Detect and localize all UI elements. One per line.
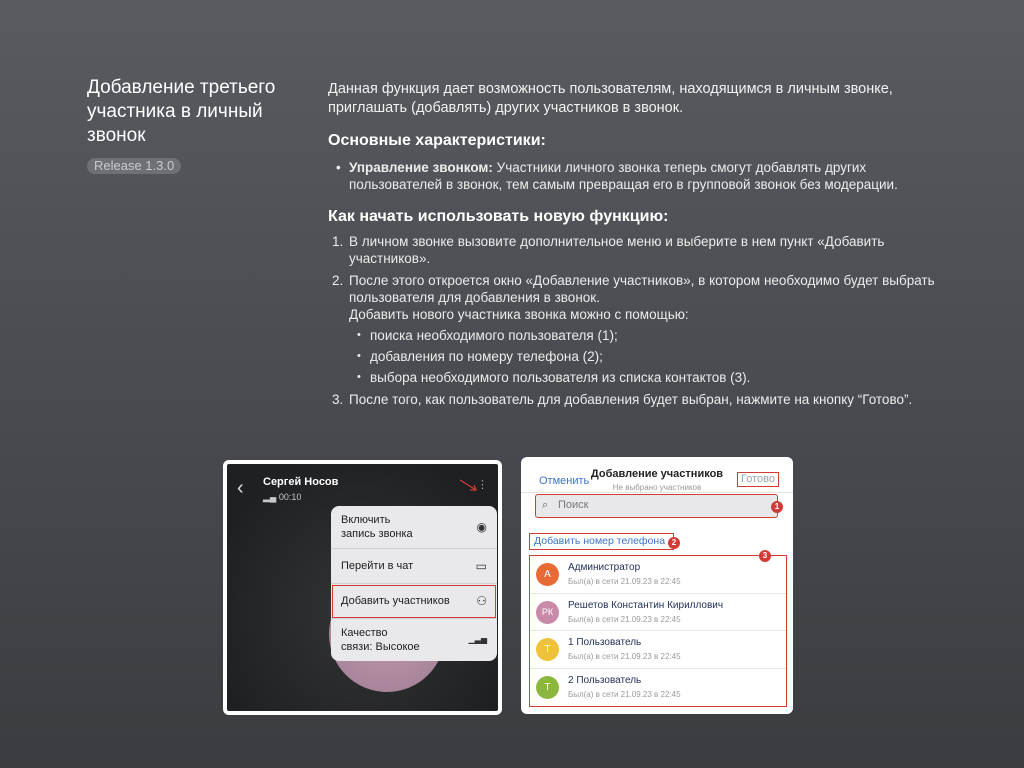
add-title: Добавление участников: [590, 468, 724, 480]
signal-icon: ▂▄: [263, 492, 277, 502]
page-title: Добавление третьего участника в личный звонок: [87, 77, 276, 146]
list-item: • поиска необходимого пользователя (1);: [349, 327, 948, 344]
avatar: А: [536, 563, 559, 586]
cancel-button[interactable]: Отменить: [539, 475, 590, 487]
step-text: После этого откроется окно «Добавление участников», в котором необходимо будет выбрать пользователя для добавления в звонок.: [349, 273, 935, 305]
contact-status: Был(а) в сети 21.09.23 в 22:45: [568, 577, 681, 586]
search-input[interactable]: [535, 494, 778, 518]
done-button[interactable]: Готово: [737, 472, 779, 487]
add-phone-button[interactable]: Добавить номер телефона: [529, 533, 674, 550]
list-item: [336, 159, 948, 193]
call-duration: [263, 492, 301, 503]
step-1: [328, 233, 948, 267]
contact-name: Администратор: [568, 562, 641, 573]
avatar: Т: [536, 638, 559, 661]
add-user-icon: ⚇: [476, 594, 487, 608]
contact-name: 2 Пользователь: [568, 674, 642, 686]
list-item: • выбора необходимого пользователя из списка контактов (3).: [349, 369, 948, 386]
call-timer: 00:10: [278, 492, 302, 502]
steps-list: [328, 233, 948, 408]
contact-name: 1 Пользователь: [568, 637, 642, 648]
menu-item-label: Перейти в чат: [341, 560, 414, 572]
list-item[interactable]: [530, 631, 786, 669]
step-extra: Добавить нового участника звонка можно с помощью:: [349, 307, 689, 322]
contact-status: Был(а) в сети 21.09.23 в 22:45: [568, 689, 681, 699]
avatar: Т: [536, 676, 559, 699]
list-item: • добавления по номеру телефона (2);: [349, 348, 948, 365]
howto-heading: Как начать использовать новую функцию:: [328, 208, 669, 225]
contact-status: Был(а) в сети 21.09.23 в 22:45: [568, 614, 681, 624]
menu-item-record[interactable]: [331, 506, 497, 549]
list-item[interactable]: [530, 669, 786, 707]
menu-item-label: Добавить участников: [341, 595, 450, 607]
chat-icon: ▭: [475, 559, 487, 573]
step-number: 3.: [332, 392, 344, 407]
menu-item-label: Качество связи: Высокое: [341, 627, 420, 653]
step-3: [328, 391, 948, 408]
feature-text: Участники личного звонка теперь смогут добавлять других пользователей в звонок, тем самым превращая его в групповой звонок без модерации.: [349, 160, 898, 192]
callout-badge-2: 2: [668, 537, 680, 549]
step-number: 1.: [332, 234, 344, 249]
list-item[interactable]: [530, 556, 786, 594]
list-item[interactable]: [530, 594, 786, 632]
add-subtitle: Не выбрано участников: [612, 483, 702, 492]
release-badge: Release 1.3.0: [87, 158, 181, 174]
menu-item-quality[interactable]: [331, 619, 497, 661]
chevron-left-icon[interactable]: ‹: [237, 477, 244, 499]
feature-bold: Управление звонком:: [349, 160, 493, 175]
add-participants-screenshot: [521, 457, 793, 714]
add-header: [521, 457, 793, 493]
callout-badge-3: 3: [759, 550, 771, 562]
step-number: 2.: [332, 273, 344, 288]
menu-item-label: Включить запись звонка: [341, 514, 413, 540]
contact-status: Был(а) в сети 21.09.23 в 22:45: [568, 652, 681, 661]
search-icon: ⌕: [542, 499, 549, 511]
avatar: РК: [536, 601, 559, 624]
menu-item-add-participants[interactable]: [331, 584, 497, 619]
call-contact-name: Сергей Носов: [263, 476, 339, 488]
features-heading: Основные характеристики:: [328, 132, 546, 149]
call-screenshot: [223, 460, 502, 715]
record-icon: ◉: [476, 520, 487, 534]
step-text: После того, как пользователь для добавления будет выбран, нажмите на кнопку “Готово”.: [349, 392, 913, 407]
more-icon[interactable]: ⋮: [477, 479, 488, 491]
step-text: В личном звонке вызовите дополнительное меню и выберите в нем пункт «Добавить участников».: [349, 234, 885, 266]
features-list: [328, 159, 948, 193]
callout-badge-1: 1: [771, 501, 783, 513]
title-block: [87, 76, 307, 175]
search-placeholder: Поиск: [558, 499, 589, 511]
contacts-list: [529, 555, 787, 707]
menu-item-chat[interactable]: [331, 549, 497, 584]
methods-list: [349, 327, 948, 386]
intro-text: Данная функция дает возможность пользователям, находящимся в личным звонке, приглашать (добавлять) других участников в звонок.: [328, 81, 893, 116]
contact-name: Решетов Константин Кириллович: [568, 599, 724, 611]
step-2: [328, 272, 948, 386]
signal-icon: ▁▃▅: [468, 635, 487, 644]
arrow-icon: [459, 478, 481, 494]
call-context-menu: [331, 506, 497, 661]
article-body: [328, 80, 948, 413]
